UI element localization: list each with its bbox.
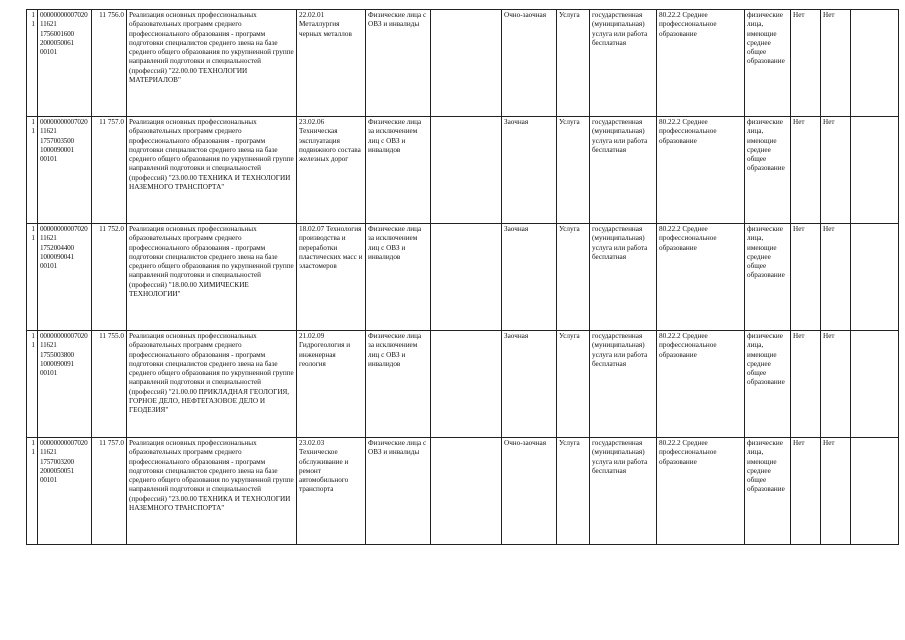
study-form: Заочная xyxy=(502,331,557,438)
flag-two: Нет xyxy=(821,224,851,331)
flag-two: Нет xyxy=(821,10,851,117)
registry-value: 11 756.0 xyxy=(92,10,127,117)
registry-code: 0000000000702011621 1752004400 1000090041 00101 xyxy=(38,224,92,331)
row-number: 11 xyxy=(27,331,38,438)
blank-cell xyxy=(851,438,899,545)
blank-cell xyxy=(431,438,502,545)
table-row xyxy=(27,331,899,438)
table-row xyxy=(27,10,899,117)
service-type: Услуга xyxy=(557,10,590,117)
study-form: Очно-заочная xyxy=(502,10,557,117)
table-row xyxy=(27,438,899,545)
row-number: 11 xyxy=(27,117,38,224)
registry-value: 11 757.0 xyxy=(92,117,127,224)
program-description: Реализация основных профессиональных образовательных программ среднего профессионального образования - программ подготовки специалистов среднего звена на базе среднего общего образования по укрупненной группе направлений подготовки и специальностей (профессий) "23.00.00 ТЕХНИКА И ТЕХНОЛОГИИ НАЗЕМНОГО ТРАНСПОРТА" xyxy=(127,438,297,545)
consumers: физические лица, имеющие среднее общее образование xyxy=(745,438,791,545)
registry-code: 0000000000702011621 1756001600 2000050061 00101 xyxy=(38,10,92,117)
blank-cell xyxy=(431,331,502,438)
service-type: Услуга xyxy=(557,117,590,224)
consumer-category: Физические лица за исключением лиц с ОВЗ и инвалидов xyxy=(366,117,431,224)
study-form: Очно-заочная xyxy=(502,438,557,545)
blank-cell xyxy=(851,10,899,117)
service-kind: государственная (муниципальная) услуга или работа бесплатная xyxy=(590,224,657,331)
consumer-category: Физические лица с ОВЗ и инвалиды xyxy=(366,10,431,117)
registry-value: 11 752.0 xyxy=(92,224,127,331)
study-form: Заочная xyxy=(502,117,557,224)
study-form: Заочная xyxy=(502,224,557,331)
flag-one: Нет xyxy=(791,224,821,331)
blank-cell xyxy=(431,117,502,224)
specialty: 18.02.07 Технология производства и переработки пластических масс и эластомеров xyxy=(297,224,366,331)
registry-code: 0000000000702011621 1755003800 1000090091 00101 xyxy=(38,331,92,438)
blank-cell xyxy=(851,331,899,438)
specialty: 23.02.06 Техническая эксплуатация подвижного состава железных дорог xyxy=(297,117,366,224)
registry-code: 0000000000702011621 1757003200 2000050051 00101 xyxy=(38,438,92,545)
flag-two: Нет xyxy=(821,438,851,545)
okved-code: 80.22.2 Среднее профессиональное образование xyxy=(657,331,745,438)
flag-one: Нет xyxy=(791,331,821,438)
program-description: Реализация основных профессиональных образовательных программ среднего профессионального образования - программ подготовки специалистов среднего звена на базе среднего общего образования по укрупненной группе направлений подготовки и специальностей (профессий) "21.00.00 ПРИКЛАДНАЯ ГЕОЛОГИЯ, ГОРНОЕ ДЕЛО, НЕФТЕГАЗОВОЕ ДЕЛО И ГЕОДЕЗИЯ" xyxy=(127,331,297,438)
flag-two: Нет xyxy=(821,331,851,438)
consumers: физические лица, имеющие среднее общее образование xyxy=(745,10,791,117)
blank-cell xyxy=(851,224,899,331)
service-kind: государственная (муниципальная) услуга или работа бесплатная xyxy=(590,10,657,117)
blank-cell xyxy=(851,117,899,224)
row-number: 11 xyxy=(27,10,38,117)
service-kind: государственная (муниципальная) услуга или работа бесплатная xyxy=(590,438,657,545)
consumers: физические лица, имеющие среднее общее образование xyxy=(745,331,791,438)
specialty: 21.02.09 Гидрогеология и инженерная геология xyxy=(297,331,366,438)
service-type: Услуга xyxy=(557,438,590,545)
okved-code: 80.22.2 Среднее профессиональное образование xyxy=(657,224,745,331)
table-row xyxy=(27,117,899,224)
consumer-category: Физические лица за исключением лиц с ОВЗ и инвалидов xyxy=(366,331,431,438)
program-description: Реализация основных профессиональных образовательных программ среднего профессионального образования - программ подготовки специалистов среднего звена на базе среднего общего образования по укрупненной группе направлений подготовки и специальностей (профессий) "18.00.00 ХИМИЧЕСКИЕ ТЕХНОЛОГИИ" xyxy=(127,224,297,331)
blank-cell xyxy=(431,10,502,117)
specialty: 22.02.01 Металлургия черных металлов xyxy=(297,10,366,117)
service-kind: государственная (муниципальная) услуга или работа бесплатная xyxy=(590,117,657,224)
table-row xyxy=(27,224,899,331)
row-number: 11 xyxy=(27,224,38,331)
registry-value: 11 757.0 xyxy=(92,438,127,545)
consumers: физические лица, имеющие среднее общее образование xyxy=(745,117,791,224)
service-type: Услуга xyxy=(557,331,590,438)
service-type: Услуга xyxy=(557,224,590,331)
specialty: 23.02.03 Техническое обслуживание и ремонт автомобильного транспорта xyxy=(297,438,366,545)
blank-cell xyxy=(431,224,502,331)
consumer-category: Физические лица за исключением лиц с ОВЗ и инвалидов xyxy=(366,224,431,331)
okved-code: 80.22.2 Среднее профессиональное образование xyxy=(657,117,745,224)
program-description: Реализация основных профессиональных образовательных программ среднего профессионального образования - программ подготовки специалистов среднего звена на базе среднего общего образования по укрупненной группе направлений подготовки и специальностей (профессий) "22.00.00 ТЕХНОЛОГИИ МАТЕРИАЛОВ" xyxy=(127,10,297,117)
flag-one: Нет xyxy=(791,438,821,545)
flag-two: Нет xyxy=(821,117,851,224)
okved-code: 80.22.2 Среднее профессиональное образование xyxy=(657,438,745,545)
registry-code: 0000000000702011621 1757003500 1000090001 00101 xyxy=(38,117,92,224)
flag-one: Нет xyxy=(791,117,821,224)
registry-value: 11 755.0 xyxy=(92,331,127,438)
row-number: 11 xyxy=(27,438,38,545)
consumers: физические лица, имеющие среднее общее образование xyxy=(745,224,791,331)
consumer-category: Физические лица с ОВЗ и инвалиды xyxy=(366,438,431,545)
registry-table xyxy=(26,9,899,545)
flag-one: Нет xyxy=(791,10,821,117)
okved-code: 80.22.2 Среднее профессиональное образование xyxy=(657,10,745,117)
service-kind: государственная (муниципальная) услуга или работа бесплатная xyxy=(590,331,657,438)
program-description: Реализация основных профессиональных образовательных программ среднего профессионального образования - программ подготовки специалистов среднего звена на базе среднего общего образования по укрупненной группе направлений подготовки и специальностей (профессий) "23.00.00 ТЕХНИКА И ТЕХНОЛОГИИ НАЗЕМНОГО ТРАНСПОРТА" xyxy=(127,117,297,224)
